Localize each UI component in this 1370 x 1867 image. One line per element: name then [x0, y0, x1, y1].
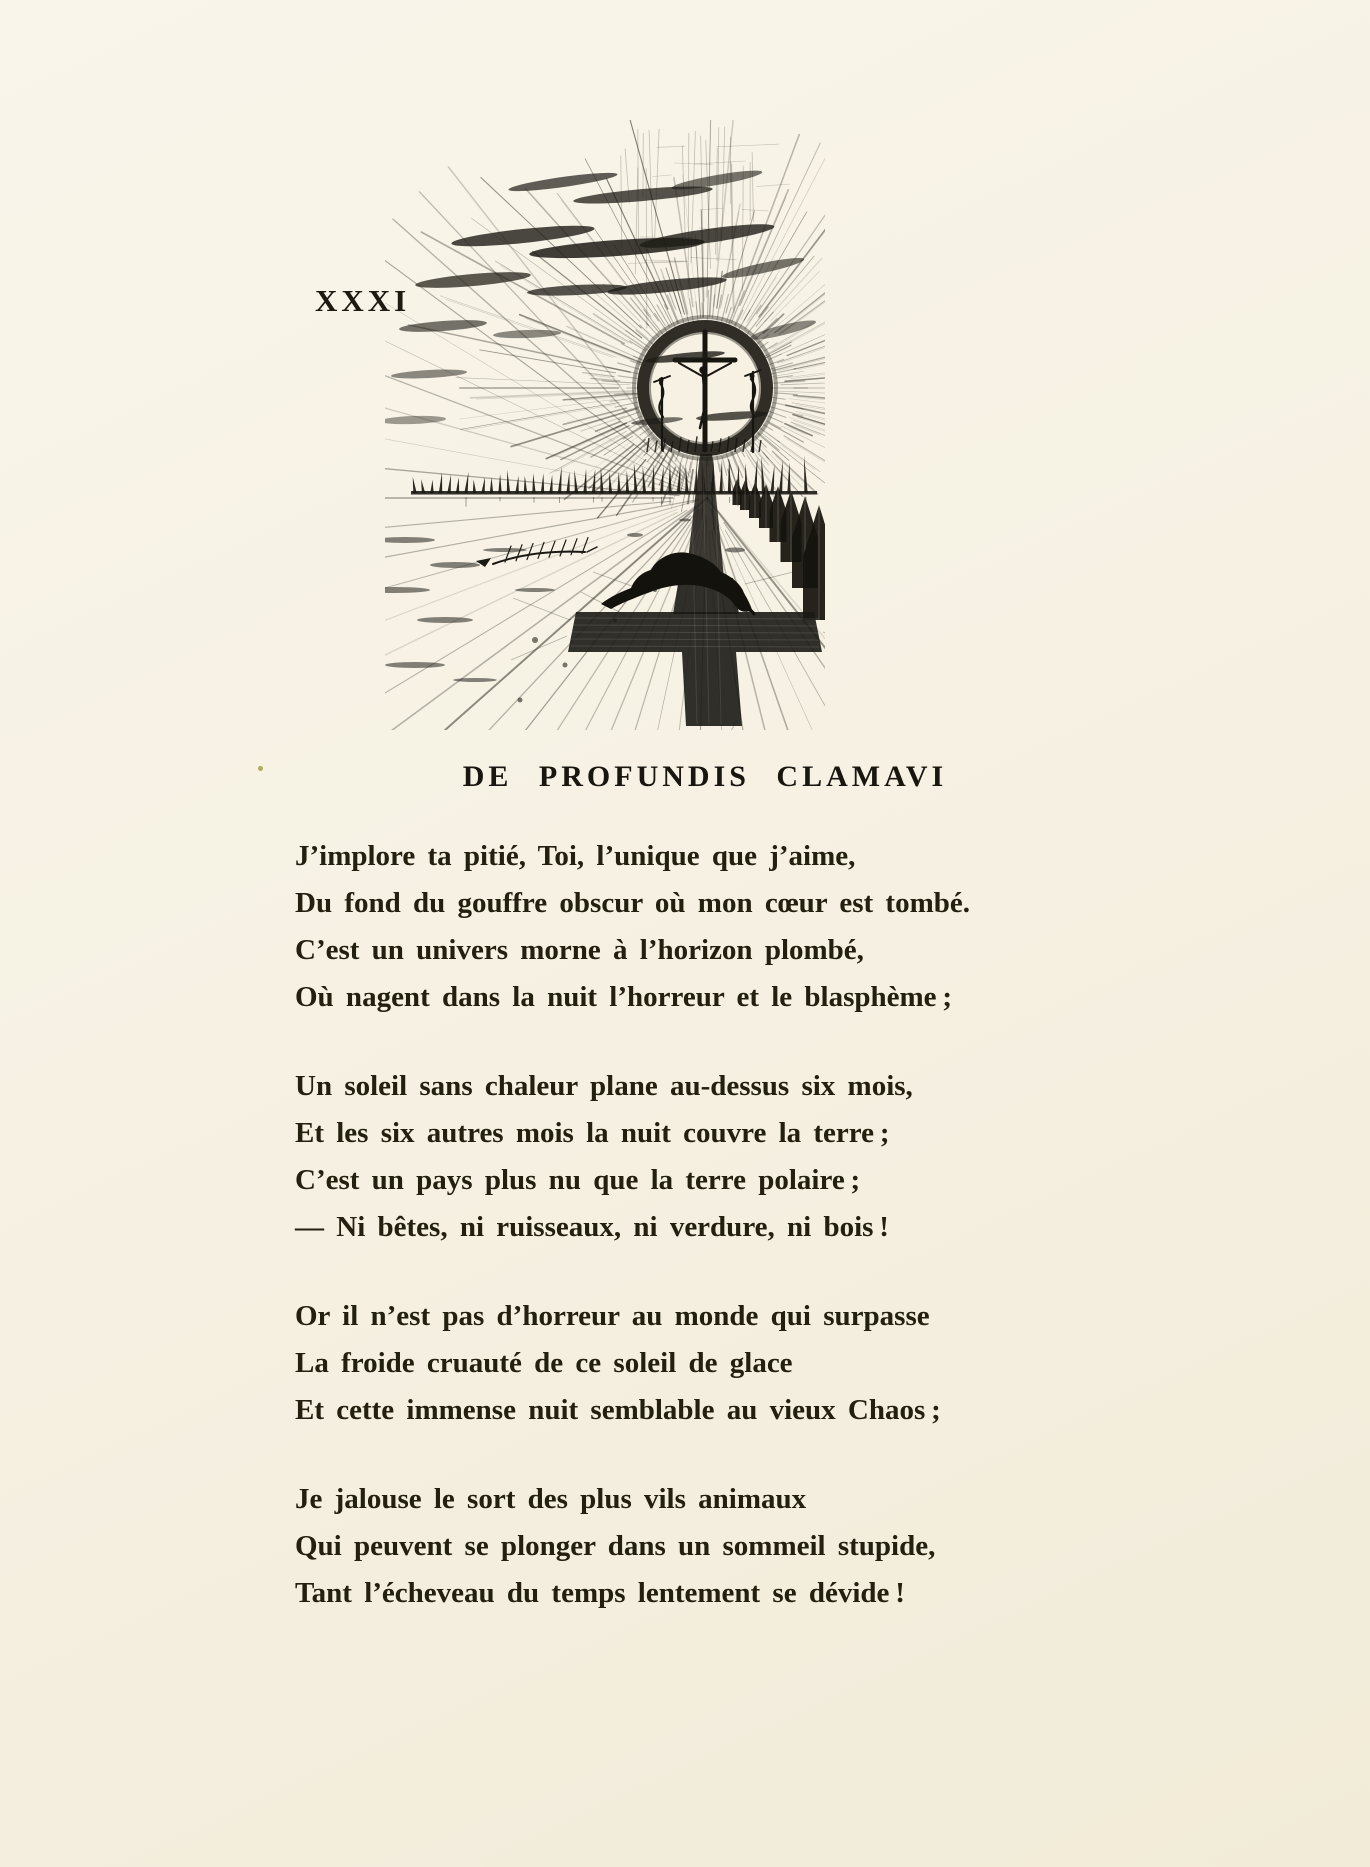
poem-title: DE PROFUNDIS CLAMAVI: [462, 760, 948, 793]
poem-line: C’est un univers morne à l’horizon plombé,: [295, 934, 864, 966]
poem-line: Or il n’est pas d’horreur au monde qui surpasse: [295, 1300, 930, 1332]
poem-line: Et cette immense nuit semblable au vieux Chaos ;: [295, 1394, 941, 1426]
poem-line: Tant l’écheveau du temps lentement se dévide !: [295, 1577, 905, 1609]
stanza: [295, 1476, 1250, 1617]
poem-body: [295, 833, 1250, 1659]
poem-line: Je jalouse le sort des plus vils animaux: [295, 1483, 807, 1515]
poem-line: Et les six autres mois la nuit couvre la terre ;: [295, 1117, 890, 1149]
poem-line: Un soleil sans chaleur plane au-dessus six mois,: [295, 1070, 913, 1102]
poem-line: Qui peuvent se plonger dans un sommeil stupide,: [295, 1530, 936, 1562]
poem-line: Du fond du gouffre obscur où mon cœur est tombé.: [295, 887, 970, 919]
poem-line: Où nagent dans la nuit l’horreur et le blasphème ;: [295, 981, 953, 1013]
poem-line: — Ni bêtes, ni ruisseaux, ni verdure, ni bois !: [295, 1211, 889, 1243]
poem-line: C’est un pays plus nu que la terre polaire ;: [295, 1164, 861, 1196]
poem-line: J’implore ta pitié, Toi, l’unique que j’aime,: [295, 840, 856, 872]
paper-speck: [258, 766, 263, 771]
chapter-number: XXXI: [315, 283, 411, 318]
stanza: [295, 1293, 1250, 1434]
stanza: [295, 1063, 1250, 1251]
crucifixion-sun-engraving-illustration: [385, 120, 825, 730]
stanza: [295, 833, 1250, 1021]
poem-line: La froide cruauté de ce soleil de glace: [295, 1347, 793, 1379]
